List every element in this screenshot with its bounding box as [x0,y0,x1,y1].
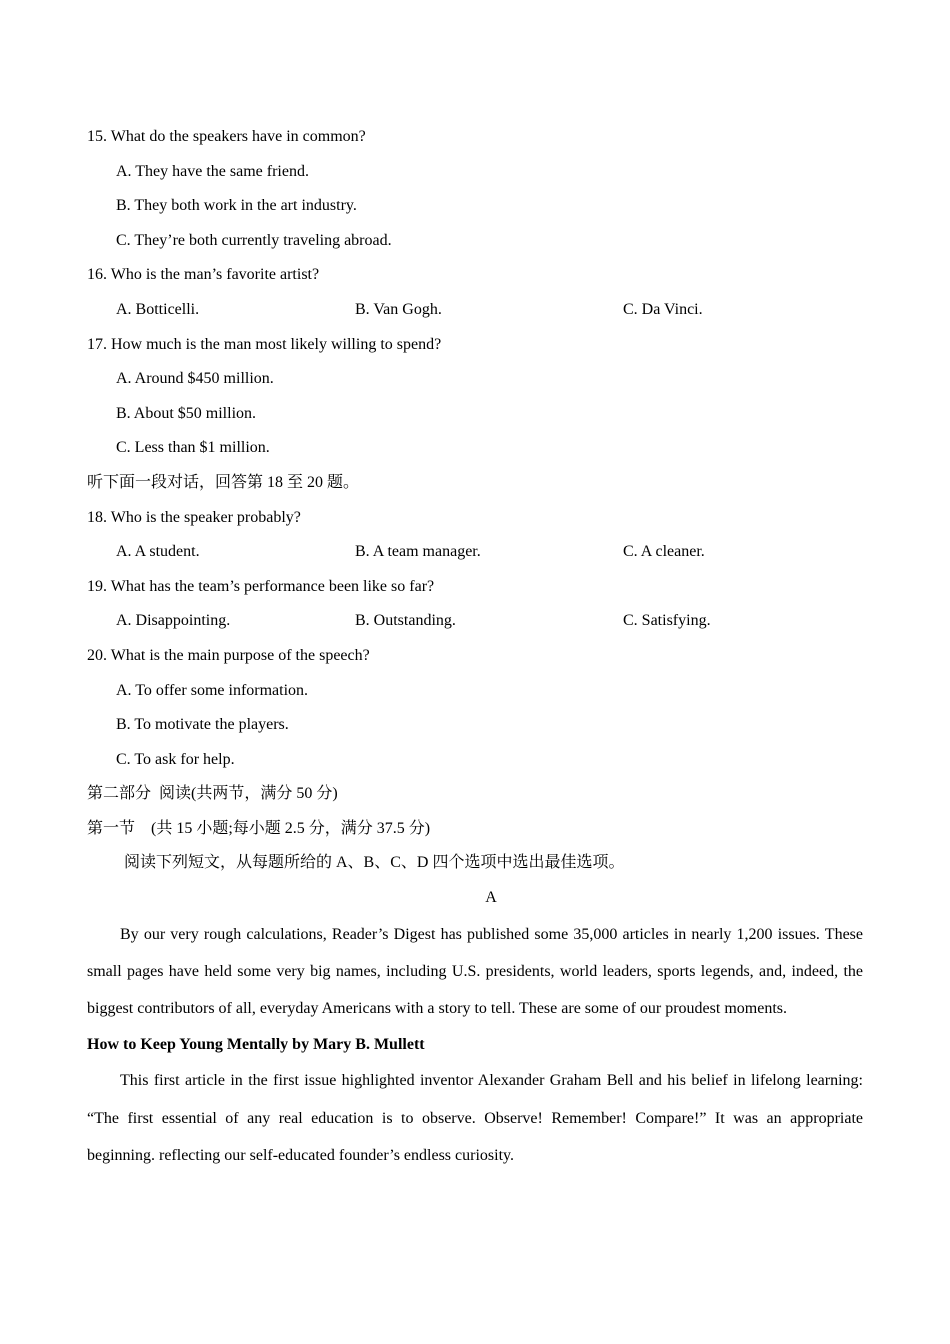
question-20-option-b: B. To motivate the players. [116,716,289,734]
passage-paragraph-2: This first article in the first issue highlighted inventor Alexander Graham Bell and his belief in lifelong learning: “The first essential of any real education is to observe. Observe! Remember! Compare!” It was an appropriate beginning. reflecting our self-educated founder’s endless curiosity. [87,1072,863,1165]
article-subheading: How to Keep Young Mentally by Mary B. Mullett [87,1035,425,1053]
question-17-option-c: C. Less than $1 million. [116,439,270,457]
passage-paragraph-1: By our very rough calculations, Reader’s Digest has published some 35,000 articles in nearly 1,200 issues. These small pages have held some very big names, including U.S. presidents, world leaders, sports legends, and, indeed, the biggest contributors of all, everyday Americans with a story to tell. These are some of our proudest moments. [87,925,863,1018]
question-16-option-a: A. Botticelli. [116,300,200,318]
question-15-option-a: A. They have the same friend. [116,162,309,180]
question-17-option-b: B. About $50 million. [116,404,257,422]
question-15-stem: 15. What do the speakers have in common? [87,128,366,145]
question-20-option-c: C. To ask for help. [116,750,235,768]
reading-instruction: 阅读下列短文，从每题所给的 A、B、C、D 四个选项中选出最佳选项。 [124,854,625,872]
exam-page [87,120,863,1175]
question-19-options [87,604,863,639]
question-18-option-a: A. A student. [116,543,200,561]
question-18-options [87,535,863,570]
section-one-heading: 第一节 (共 15 小题;每小题 2.5 分，满分 37.5 分) [87,819,431,837]
question-18-stem: 18. Who is the speaker probably? [87,508,301,526]
question-19-option-a: A. Disappointing. [116,612,231,630]
question-19-option-c: C. Satisfying. [623,612,711,630]
question-16-option-c: C. Da Vinci. [623,300,703,318]
listening-instruction: 听下面一段对话，回答第 18 至 20 题。 [87,473,360,491]
part-two-heading: 第二部分 阅读(共两节，满分 50 分) [87,785,338,803]
question-18-option-c: C. A cleaner. [623,543,705,561]
question-15-option-b: B. They both work in the art industry. [116,197,357,215]
question-17-option-a: A. Around $450 million. [116,370,274,388]
question-16-stem: 16. Who is the man’s favorite artist? [87,266,320,284]
question-20-option-a: A. To offer some information. [116,681,309,699]
question-18-option-b: B. A team manager. [355,543,481,561]
question-19-stem: 19. What has the team’s performance been like so far? [87,577,435,595]
question-15-option-c: C. They’re both currently traveling abroad. [116,231,392,249]
question-16-options [87,293,863,328]
question-19-option-b: B. Outstanding. [355,612,456,630]
passage-letter: A [485,889,497,907]
question-16-option-b: B. Van Gogh. [355,300,442,318]
question-17-stem: 17. How much is the man most likely willing to spend? [87,335,442,353]
question-20-stem: 20. What is the main purpose of the speech? [87,646,370,664]
